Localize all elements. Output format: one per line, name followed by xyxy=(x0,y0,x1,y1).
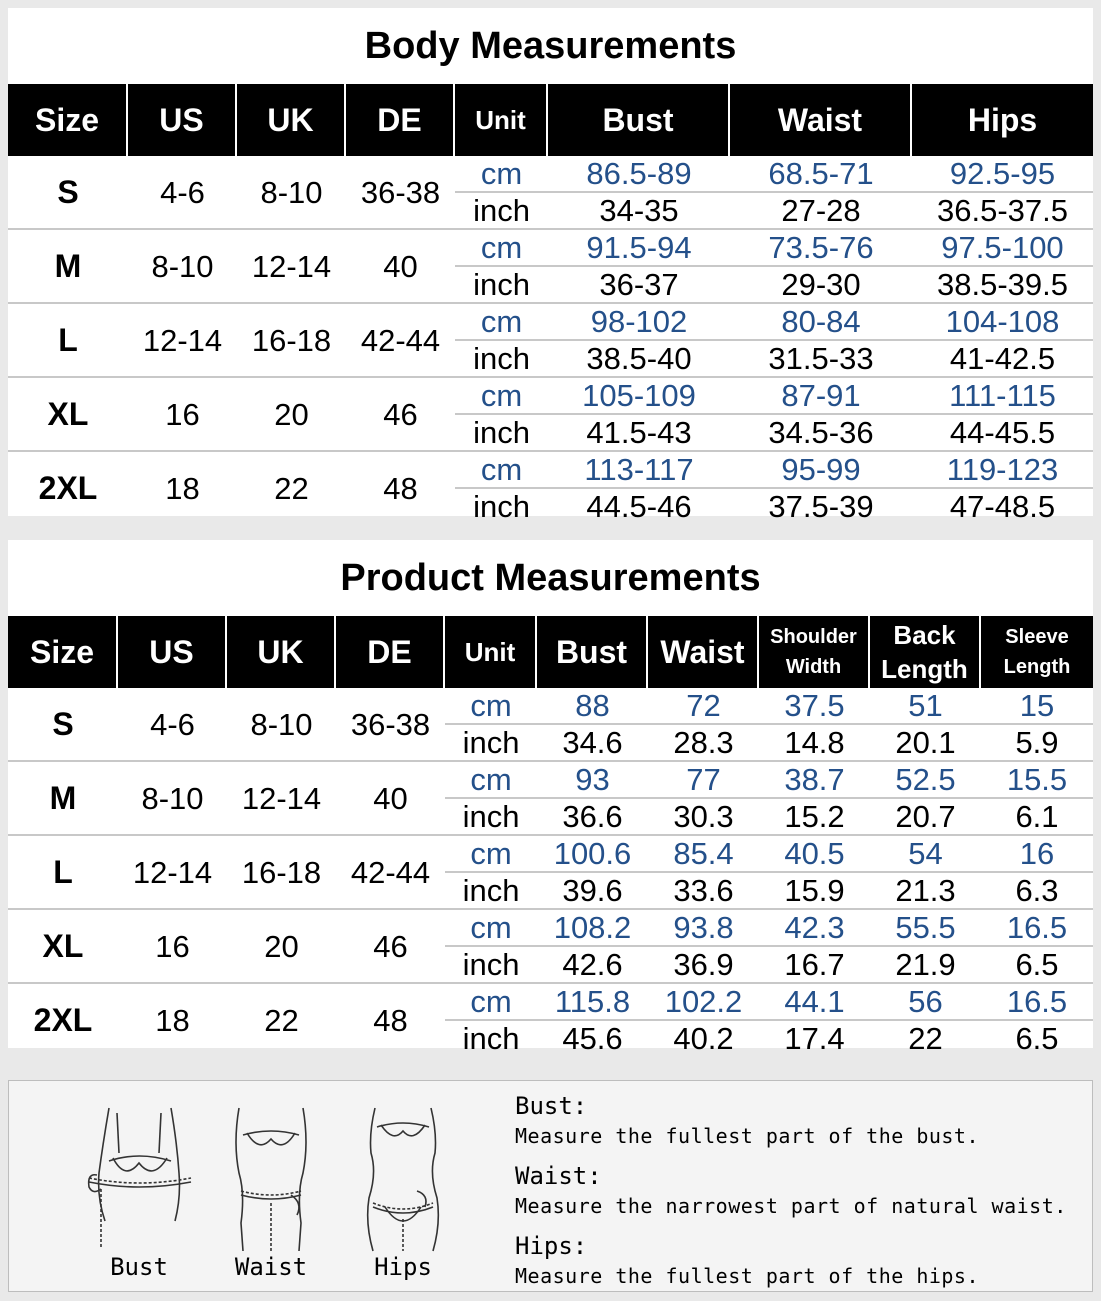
value-cell: 40.5 xyxy=(759,836,870,873)
value-cell: 105-109 xyxy=(548,378,730,415)
guide-figure-bust xyxy=(79,1103,199,1283)
table-header-row xyxy=(8,616,1093,688)
us-cell: 16 xyxy=(128,378,237,452)
value-cell: 20.7 xyxy=(870,799,981,836)
value-cell: 80-84 xyxy=(730,304,912,341)
size-cell: 2XL xyxy=(33,1001,93,1038)
product-measurements-card xyxy=(8,540,1093,1056)
header-bust: Bust xyxy=(537,616,648,688)
de-cell: 46 xyxy=(346,378,455,452)
header-de: DE xyxy=(346,84,455,156)
value-cell: 54 xyxy=(870,836,981,873)
value-cell: 93 xyxy=(537,762,648,799)
value-cell: 20.1 xyxy=(870,725,981,762)
de-cell: 36-38 xyxy=(346,156,455,230)
product-measurements-title: Product Measurements xyxy=(340,557,761,599)
header-unit: Unit xyxy=(445,616,537,688)
body-measurements-card xyxy=(8,8,1093,524)
value-cell: 6.5 xyxy=(1015,1021,1059,1056)
unit-cell: cm xyxy=(445,984,537,1021)
size-cell: XL xyxy=(8,378,128,452)
value-cell: 31.5-33 xyxy=(730,341,912,378)
value-cell: 27-28 xyxy=(730,193,912,230)
figure-label-hips: Hips xyxy=(374,1253,432,1281)
header-hips: Hips xyxy=(912,84,1093,156)
value-cell: 21.3 xyxy=(870,873,981,910)
value-cell: 41.5-43 xyxy=(548,415,730,452)
de-cell: 42-44 xyxy=(336,836,445,910)
uk-cell: 20 xyxy=(237,378,346,452)
unit-cell: cm xyxy=(445,910,537,947)
table-row xyxy=(8,304,1093,341)
value-cell: 97.5-100 xyxy=(912,230,1093,267)
value-cell: 88 xyxy=(537,688,648,725)
value-cell: 28.3 xyxy=(648,725,759,762)
note-hips xyxy=(515,1231,1075,1291)
guide-notes xyxy=(515,1091,1075,1301)
size-cell: M xyxy=(8,762,118,836)
value-cell: 47-48.5 xyxy=(949,489,1056,524)
value-cell: 39.6 xyxy=(537,873,648,910)
header-size: Size xyxy=(8,616,118,688)
table-row xyxy=(8,688,1093,725)
de-cell: 40 xyxy=(336,762,445,836)
value-cell: 85.4 xyxy=(648,836,759,873)
header-us: US xyxy=(128,84,237,156)
value-cell: 51 xyxy=(870,688,981,725)
unit-cell: inch xyxy=(445,947,537,984)
header-back-length: Back Length xyxy=(870,616,981,688)
value-cell: 6.5 xyxy=(981,947,1093,984)
header-sleeve-length: Sleeve Length xyxy=(981,616,1093,688)
unit-cell: inch xyxy=(445,799,537,836)
figure-label-waist: Waist xyxy=(234,1253,308,1281)
unit-cell: cm xyxy=(455,452,548,489)
value-cell: 72 xyxy=(648,688,759,725)
value-cell: 42.3 xyxy=(759,910,870,947)
de-cell: 42-44 xyxy=(346,304,455,378)
us-cell: 18 xyxy=(155,1002,190,1038)
header-waist: Waist xyxy=(730,84,912,156)
value-cell: 119-123 xyxy=(912,452,1093,489)
value-cell: 33.6 xyxy=(648,873,759,910)
note-title: Hips: xyxy=(515,1232,588,1260)
uk-cell: 12-14 xyxy=(227,762,336,836)
unit-cell: inch xyxy=(455,415,548,452)
body-measurements-rows xyxy=(8,156,1093,524)
value-cell: 42.6 xyxy=(537,947,648,984)
value-cell: 36.5-37.5 xyxy=(912,193,1093,230)
uk-cell: 16-18 xyxy=(227,836,336,910)
value-cell: 34.5-36 xyxy=(730,415,912,452)
table-row xyxy=(8,762,1093,799)
note-waist xyxy=(515,1161,1075,1221)
figure-label-bust: Bust xyxy=(110,1253,168,1281)
value-cell: 38.7 xyxy=(759,762,870,799)
value-cell: 98-102 xyxy=(548,304,730,341)
header-uk: UK xyxy=(237,84,346,156)
note-text: Measure the fullest part of the hips. xyxy=(515,1264,980,1288)
header-us: US xyxy=(118,616,227,688)
size-cell: S xyxy=(8,156,128,230)
value-cell: 14.8 xyxy=(759,725,870,762)
value-cell: 29-30 xyxy=(730,267,912,304)
unit-cell: inch xyxy=(455,341,548,378)
de-cell: 46 xyxy=(336,910,445,984)
size-cell: XL xyxy=(8,910,118,984)
value-cell: 15.2 xyxy=(759,799,870,836)
value-cell: 102.2 xyxy=(648,984,759,1021)
value-cell: 104-108 xyxy=(912,304,1093,341)
value-cell: 36.9 xyxy=(648,947,759,984)
unit-cell: inch xyxy=(462,1021,520,1056)
note-title: Waist: xyxy=(515,1162,602,1190)
us-cell: 12-14 xyxy=(128,304,237,378)
note-text: Measure the narrowest part of natural waist. xyxy=(515,1194,1067,1218)
unit-cell: cm xyxy=(455,156,548,193)
header-uk: UK xyxy=(227,616,336,688)
value-cell: 108.2 xyxy=(537,910,648,947)
value-cell: 41-42.5 xyxy=(912,341,1093,378)
us-cell: 12-14 xyxy=(118,836,227,910)
value-cell: 52.5 xyxy=(870,762,981,799)
value-cell: 115.8 xyxy=(537,984,648,1021)
table-row xyxy=(8,836,1093,873)
us-cell: 4-6 xyxy=(118,688,227,762)
value-cell: 56 xyxy=(870,984,981,1021)
value-cell: 15.9 xyxy=(759,873,870,910)
hips-figure-icon xyxy=(343,1103,463,1253)
value-cell: 34-35 xyxy=(548,193,730,230)
table-row xyxy=(8,378,1093,415)
value-cell: 6.3 xyxy=(981,873,1093,910)
value-cell: 15 xyxy=(981,688,1093,725)
us-cell: 4-6 xyxy=(128,156,237,230)
uk-cell: 20 xyxy=(227,910,336,984)
guide-figure-hips xyxy=(343,1103,463,1283)
body-measurements-table xyxy=(8,84,1093,524)
uk-cell: 22 xyxy=(264,1002,299,1038)
value-cell: 37.5 xyxy=(759,688,870,725)
value-cell: 34.6 xyxy=(537,725,648,762)
size-cell: L xyxy=(8,304,128,378)
unit-cell: cm xyxy=(445,688,537,725)
value-cell: 40.2 xyxy=(673,1021,734,1056)
de-cell: 40 xyxy=(346,230,455,304)
unit-cell: cm xyxy=(455,378,548,415)
note-bust xyxy=(515,1091,1075,1151)
unit-cell: inch xyxy=(455,267,548,304)
value-cell: 44-45.5 xyxy=(912,415,1093,452)
us-cell: 8-10 xyxy=(118,762,227,836)
value-cell: 100.6 xyxy=(537,836,648,873)
value-cell: 38.5-39.5 xyxy=(912,267,1093,304)
header-waist: Waist xyxy=(648,616,759,688)
uk-cell: 22 xyxy=(274,470,309,506)
value-cell: 36-37 xyxy=(548,267,730,304)
uk-cell: 8-10 xyxy=(237,156,346,230)
value-cell: 16.7 xyxy=(759,947,870,984)
value-cell: 44.5-46 xyxy=(586,489,692,524)
table-header-row xyxy=(8,84,1093,156)
unit-cell: cm xyxy=(455,304,548,341)
value-cell: 30.3 xyxy=(648,799,759,836)
value-cell: 87-91 xyxy=(730,378,912,415)
header-unit: Unit xyxy=(455,84,548,156)
uk-cell: 12-14 xyxy=(237,230,346,304)
value-cell: 21.9 xyxy=(870,947,981,984)
value-cell: 6.1 xyxy=(981,799,1093,836)
header-de: DE xyxy=(336,616,445,688)
value-cell: 36.6 xyxy=(537,799,648,836)
value-cell: 16.5 xyxy=(981,910,1093,947)
table-row xyxy=(8,910,1093,947)
table-row xyxy=(8,156,1093,193)
unit-cell: cm xyxy=(455,230,548,267)
uk-cell: 16-18 xyxy=(237,304,346,378)
table-row xyxy=(8,984,1093,1021)
unit-cell: inch xyxy=(445,873,537,910)
us-cell: 16 xyxy=(118,910,227,984)
uk-cell: 8-10 xyxy=(227,688,336,762)
us-cell: 18 xyxy=(165,470,200,506)
value-cell: 77 xyxy=(648,762,759,799)
value-cell: 22 xyxy=(908,1021,943,1056)
unit-cell: inch xyxy=(445,725,537,762)
value-cell: 86.5-89 xyxy=(548,156,730,193)
note-title: Bust: xyxy=(515,1092,588,1120)
value-cell: 91.5-94 xyxy=(548,230,730,267)
unit-cell: inch xyxy=(473,489,530,524)
value-cell: 5.9 xyxy=(981,725,1093,762)
bust-figure-icon xyxy=(79,1103,199,1253)
value-cell: 16 xyxy=(981,836,1093,873)
size-cell: L xyxy=(8,836,118,910)
value-cell: 95-99 xyxy=(730,452,912,489)
value-cell: 16.5 xyxy=(981,984,1093,1021)
guide-figures xyxy=(79,1103,479,1283)
header-shoulder-width: Shoulder Width xyxy=(759,616,870,688)
value-cell: 44.1 xyxy=(759,984,870,1021)
de-cell: 48 xyxy=(373,1002,408,1038)
waist-figure-icon xyxy=(211,1103,331,1253)
product-measurements-table xyxy=(8,616,1093,1056)
value-cell: 38.5-40 xyxy=(548,341,730,378)
value-cell: 37.5-39 xyxy=(768,489,874,524)
note-text: Measure the fullest part of the bust. xyxy=(515,1124,980,1148)
value-cell: 92.5-95 xyxy=(912,156,1093,193)
value-cell: 93.8 xyxy=(648,910,759,947)
guide-figure-waist xyxy=(211,1103,331,1283)
table-row xyxy=(8,230,1093,267)
header-size: Size xyxy=(8,84,128,156)
de-cell: 48 xyxy=(383,470,418,506)
product-measurements-rows xyxy=(8,688,1093,1056)
unit-cell: cm xyxy=(445,836,537,873)
size-cell: 2XL xyxy=(38,469,98,506)
value-cell: 15.5 xyxy=(981,762,1093,799)
value-cell: 68.5-71 xyxy=(730,156,912,193)
value-cell: 45.6 xyxy=(562,1021,623,1056)
value-cell: 113-117 xyxy=(548,452,730,489)
size-cell: M xyxy=(8,230,128,304)
unit-cell: cm xyxy=(445,762,537,799)
size-cell: S xyxy=(8,688,118,762)
body-measurements-title: Body Measurements xyxy=(364,25,737,67)
de-cell: 36-38 xyxy=(336,688,445,762)
value-cell: 55.5 xyxy=(870,910,981,947)
table-row xyxy=(8,452,1093,489)
value-cell: 111-115 xyxy=(912,378,1093,415)
value-cell: 17.4 xyxy=(784,1021,845,1056)
us-cell: 8-10 xyxy=(128,230,237,304)
unit-cell: inch xyxy=(455,193,548,230)
header-bust: Bust xyxy=(548,84,730,156)
measuring-guide xyxy=(8,1080,1093,1292)
value-cell: 73.5-76 xyxy=(730,230,912,267)
